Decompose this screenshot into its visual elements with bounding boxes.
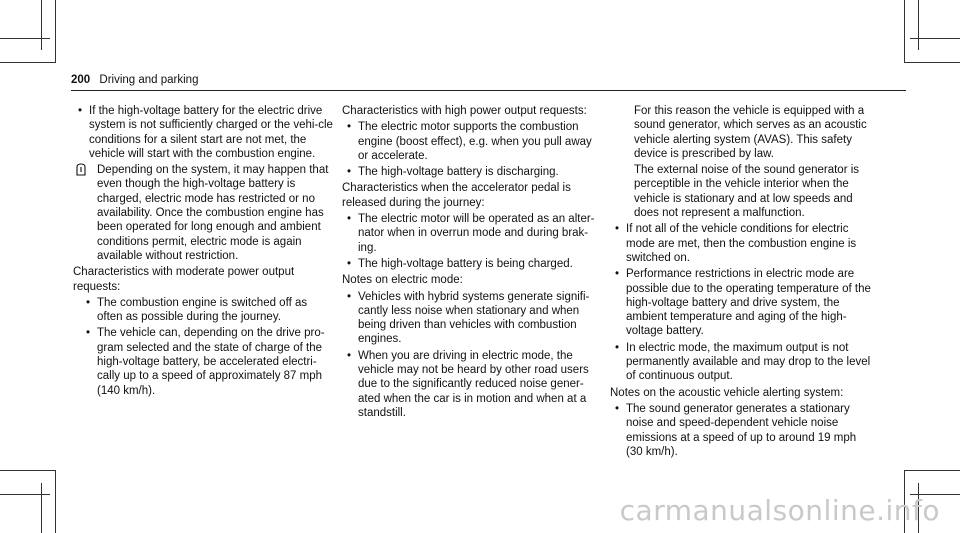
bullet-icon: • [347, 349, 352, 362]
list-item [81, 296, 333, 325]
info-note-icon [74, 163, 88, 177]
bullet-icon: • [615, 341, 620, 354]
crop-mark [41, 0, 42, 50]
section-heading: Characteristics with high power output requests: [342, 105, 587, 117]
bullet-icon: • [86, 327, 91, 340]
list-item [342, 349, 604, 420]
crop-mark [55, 470, 56, 533]
bullet-icon: • [615, 223, 620, 236]
list-item-text: The combustion engine is switched off as often as possible during the journey. [97, 296, 308, 324]
bullet-icon: • [347, 257, 352, 270]
list-item-text: If the high-voltage battery for the electric drive system is not sufficiently charged or the vehi-cle conditions for a silent start are not met, the vehicle will start with the combustion engine. [89, 105, 333, 160]
crop-mark [904, 62, 960, 63]
crop-mark [55, 0, 56, 63]
list-item-text: The high-voltage battery is being charged. [358, 257, 573, 270]
header-rule [71, 90, 906, 91]
list-item-text: The vehicle can, depending on the drive pro-gram selected and the state of charge of the high-voltage battery, be accelerated electri-cally up to a speed of approximately 87 mph (140 km/h). [97, 327, 325, 397]
bullet-icon: • [347, 121, 352, 134]
crop-mark [41, 483, 42, 533]
section-heading: Notes on the acoustic vehicle alerting system: [610, 386, 844, 399]
section-title: Driving and parking [99, 74, 199, 86]
list-item-text: The electric motor will be operated as an alter-nator when in overrun mode and during brak-ing. [358, 213, 595, 254]
crop-mark [0, 494, 50, 495]
list-item-text: Vehicles with hybrid systems generate signifi-cantly less noise when stationary and when being driven than vehicles with combustion engines. [358, 290, 590, 346]
crop-mark [0, 470, 56, 471]
note-block [73, 163, 333, 263]
crop-mark [904, 0, 905, 63]
crop-mark [918, 0, 919, 50]
paragraph: For this reason the vehicle is equipped with a sound generator, which serves as an acoustic vehicle alerting system (AVAS). This safety device is prescribed by law. [634, 105, 867, 160]
column-2 [342, 104, 604, 422]
list-item [342, 257, 604, 271]
list-item [610, 402, 875, 459]
column-3 [610, 104, 875, 461]
bullet-icon: • [347, 290, 352, 303]
section-heading: Notes on electric mode: [342, 274, 463, 287]
list-item [610, 267, 875, 338]
paragraph: The external noise of the sound generator is perceptible in the vehicle interior when the vehicle is stationary and at low speeds and does not represent a malfunction. [634, 164, 860, 220]
list-item [73, 104, 333, 161]
crop-mark [0, 38, 50, 39]
list-item [342, 212, 604, 255]
note-text: Depending on the system, it may happen that even though the high-voltage battery is charged, electric mode has restricted or no availability. Once the combustion engine has been operated for long enough and ambient conditions permit, electric mode is again available without restriction. [97, 164, 329, 262]
list-item-text: If not all of the vehicle conditions for electric mode are met, then the combustion engine is switched on. [626, 223, 857, 264]
list-item [342, 120, 604, 163]
watermark: carmanualsonline.info [619, 494, 940, 527]
bullet-icon: • [347, 213, 352, 226]
list-item-text: The electric motor supports the combustion engine (boost effect), e.g. when you pull away or accelerate. [358, 121, 592, 162]
list-item [342, 290, 604, 347]
bullet-icon: • [615, 402, 620, 415]
section-heading: Characteristics when the accelerator pedal is released during the journey: [342, 182, 571, 209]
bullet-icon: • [78, 105, 83, 117]
bullet-icon: • [615, 268, 620, 281]
list-item-text: When you are driving in electric mode, the vehicle may not be heard by other road users due to the significantly reduced noise gener-ated when the car is in motion and when at a standstill. [358, 349, 589, 419]
bullet-icon: • [86, 296, 91, 309]
list-item [342, 165, 604, 179]
page-number: 200 [71, 74, 91, 86]
page-header [71, 74, 198, 88]
list-item-text: The sound generator generates a stationary noise and speed-dependent vehicle noise emissions at a speed of up to around 19 mph (30 km/h). [626, 402, 857, 458]
crop-mark [0, 62, 56, 63]
list-item [81, 326, 333, 397]
list-item-text: Performance restrictions in electric mode are possible due to the operating temperature of the high-voltage battery and drive system, the ambient temperature and aging of the high-voltage battery. [626, 268, 871, 338]
crop-mark [904, 470, 960, 471]
column-1 [73, 104, 333, 400]
section-heading: Characteristics with moderate power output requests: [73, 266, 295, 293]
bullet-icon: • [347, 166, 352, 179]
list-item-text: The high-voltage battery is discharging. [358, 166, 559, 179]
list-item [610, 222, 875, 265]
list-item-text: In electric mode, the maximum output is not permanently available and may drop to the level of continuous output. [626, 341, 871, 383]
list-item [610, 341, 875, 384]
